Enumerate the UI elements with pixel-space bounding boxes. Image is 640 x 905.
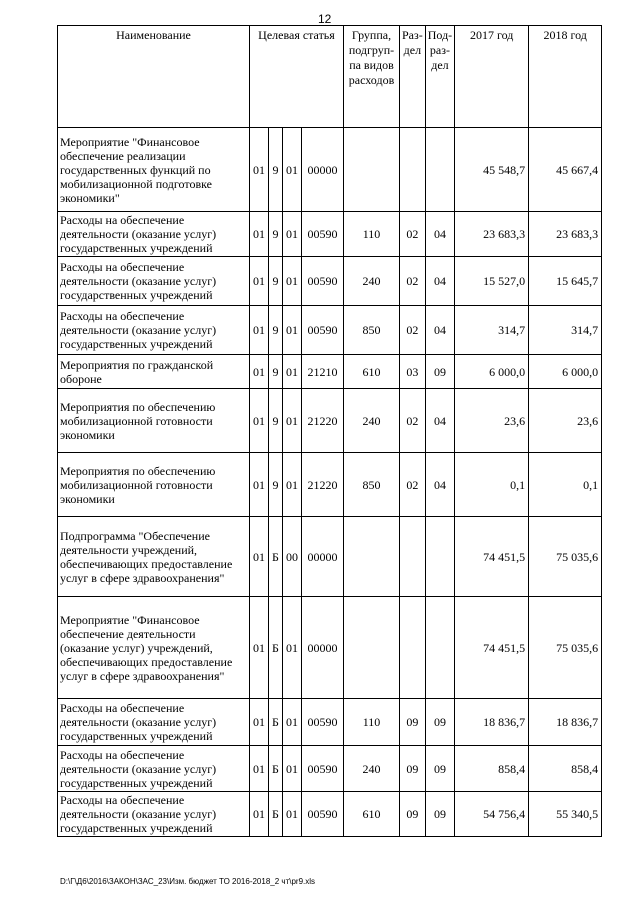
table-row [58,389,602,453]
expense-group: 610 [344,355,400,389]
target-code-2: 9 [269,355,283,389]
header-target-article: Целевая статья [250,26,344,128]
footer-file-path: D:\Г\Д6\2016\ЗАКОН\ЗАС_23\Изм. бюджет ТО 2016-2018_2 чт\pr9.xls [60,877,316,886]
subsection-code: 09 [425,355,454,389]
target-code-2: Б [269,597,283,699]
target-code-1: 01 [250,128,269,212]
amount-2018: 75 035,6 [529,517,602,597]
target-code-3: 01 [283,746,302,792]
amount-2017: 45 548,7 [455,128,529,212]
row-name: Мероприятие "Финансовое обеспечение деятельности (оказание услуг) учреждений, обеспечивающих предоставление услуг в сфере здравоохранения" [58,597,250,699]
expense-group: 240 [344,389,400,453]
subsection-code: 09 [425,746,454,792]
expense-group: 850 [344,306,400,355]
amount-2017: 0,1 [455,453,529,517]
target-code-3: 01 [283,792,302,837]
subsection-code: 04 [425,306,454,355]
target-code-4: 00590 [302,257,344,306]
section-code [400,517,426,597]
expense-group: 240 [344,746,400,792]
amount-2018: 23,6 [529,389,602,453]
target-code-4: 00000 [302,128,344,212]
section-code: 09 [400,792,426,837]
row-name: Подпрограмма "Обеспечение деятельности учреждений, обеспечивающих предоставление услуг в сфере здравоохранения" [58,517,250,597]
table-row [58,453,602,517]
target-code-2: 9 [269,212,283,257]
table-row [58,306,602,355]
target-code-3: 00 [283,517,302,597]
section-code [400,128,426,212]
subsection-code: 09 [425,699,454,746]
target-code-3: 01 [283,597,302,699]
expense-group [344,517,400,597]
expense-group: 240 [344,257,400,306]
subsection-code: 04 [425,257,454,306]
section-code: 02 [400,212,426,257]
target-code-1: 01 [250,746,269,792]
subsection-code: 09 [425,792,454,837]
row-name: Расходы на обеспечение деятельности (оказание услуг) государственных учреждений [58,212,250,257]
target-code-2: Б [269,746,283,792]
target-code-1: 01 [250,453,269,517]
amount-2018: 0,1 [529,453,602,517]
budget-table [57,25,602,837]
amount-2018: 314,7 [529,306,602,355]
subsection-code: 04 [425,453,454,517]
target-code-2: 9 [269,306,283,355]
target-code-4: 00000 [302,517,344,597]
amount-2018: 75 035,6 [529,597,602,699]
target-code-1: 01 [250,389,269,453]
table-row [58,257,602,306]
target-code-1: 01 [250,517,269,597]
header-row [58,26,602,128]
amount-2017: 23 683,3 [455,212,529,257]
table-row [58,792,602,837]
table-row [58,517,602,597]
target-code-4: 00590 [302,746,344,792]
page-number: 12 [318,12,332,26]
table-row [58,212,602,257]
subsection-code: 04 [425,212,454,257]
target-code-2: 9 [269,257,283,306]
target-code-4: 00590 [302,699,344,746]
table-row [58,699,602,746]
section-code: 09 [400,699,426,746]
header-year-2018: 2018 год [529,26,602,128]
header-subsection: Под- раз- дел [425,26,454,128]
subsection-code [425,597,454,699]
section-code [400,597,426,699]
amount-2017: 314,7 [455,306,529,355]
target-code-3: 01 [283,699,302,746]
target-code-4: 00590 [302,792,344,837]
amount-2017: 74 451,5 [455,597,529,699]
target-code-3: 01 [283,257,302,306]
target-code-4: 00000 [302,597,344,699]
header-name: Наименование [58,26,250,128]
target-code-4: 21210 [302,355,344,389]
expense-group: 110 [344,699,400,746]
header-section: Раз- дел [400,26,426,128]
target-code-1: 01 [250,306,269,355]
amount-2018: 18 836,7 [529,699,602,746]
target-code-1: 01 [250,597,269,699]
target-code-2: Б [269,517,283,597]
target-code-4: 21220 [302,453,344,517]
amount-2017: 54 756,4 [455,792,529,837]
amount-2017: 15 527,0 [455,257,529,306]
section-code: 03 [400,355,426,389]
table-row [58,128,602,212]
target-code-3: 01 [283,306,302,355]
section-code: 02 [400,257,426,306]
amount-2018: 23 683,3 [529,212,602,257]
target-code-4: 00590 [302,306,344,355]
target-code-2: 9 [269,128,283,212]
row-name: Расходы на обеспечение деятельности (оказание услуг) государственных учреждений [58,306,250,355]
target-code-1: 01 [250,257,269,306]
row-name: Расходы на обеспечение деятельности (оказание услуг) государственных учреждений [58,257,250,306]
table-row [58,355,602,389]
expense-group: 610 [344,792,400,837]
target-code-2: 9 [269,389,283,453]
subsection-code: 04 [425,389,454,453]
header-expense-group: Группа, подгруп- па видов расходов [344,26,400,128]
amount-2017: 6 000,0 [455,355,529,389]
amount-2018: 6 000,0 [529,355,602,389]
target-code-3: 01 [283,453,302,517]
section-code: 02 [400,306,426,355]
row-name: Мероприятия по обеспечению мобилизационной готовности экономики [58,389,250,453]
section-code: 09 [400,746,426,792]
table-body [58,128,602,837]
amount-2018: 45 667,4 [529,128,602,212]
target-code-4: 21220 [302,389,344,453]
target-code-3: 01 [283,355,302,389]
target-code-2: Б [269,699,283,746]
target-code-2: 9 [269,453,283,517]
expense-group: 110 [344,212,400,257]
target-code-1: 01 [250,212,269,257]
amount-2018: 15 645,7 [529,257,602,306]
amount-2017: 74 451,5 [455,517,529,597]
amount-2017: 23,6 [455,389,529,453]
target-code-1: 01 [250,699,269,746]
target-code-1: 01 [250,792,269,837]
section-code: 02 [400,389,426,453]
amount-2017: 18 836,7 [455,699,529,746]
section-code: 02 [400,453,426,517]
target-code-1: 01 [250,355,269,389]
subsection-code [425,128,454,212]
row-name: Мероприятия по гражданской обороне [58,355,250,389]
expense-group [344,597,400,699]
row-name: Расходы на обеспечение деятельности (оказание услуг) государственных учреждений [58,792,250,837]
header-year-2017: 2017 год [455,26,529,128]
amount-2018: 858,4 [529,746,602,792]
row-name: Мероприятия по обеспечению мобилизационной готовности экономики [58,453,250,517]
target-code-3: 01 [283,128,302,212]
table-row [58,746,602,792]
target-code-3: 01 [283,212,302,257]
subsection-code [425,517,454,597]
expense-group [344,128,400,212]
target-code-3: 01 [283,389,302,453]
expense-group: 850 [344,453,400,517]
table-row [58,597,602,699]
row-name: Расходы на обеспечение деятельности (оказание услуг) государственных учреждений [58,746,250,792]
target-code-4: 00590 [302,212,344,257]
row-name: Мероприятие "Финансовое обеспечение реализации государственных функций по мобилизационной подготовке экономики" [58,128,250,212]
amount-2017: 858,4 [455,746,529,792]
amount-2018: 55 340,5 [529,792,602,837]
target-code-2: Б [269,792,283,837]
row-name: Расходы на обеспечение деятельности (оказание услуг) государственных учреждений [58,699,250,746]
